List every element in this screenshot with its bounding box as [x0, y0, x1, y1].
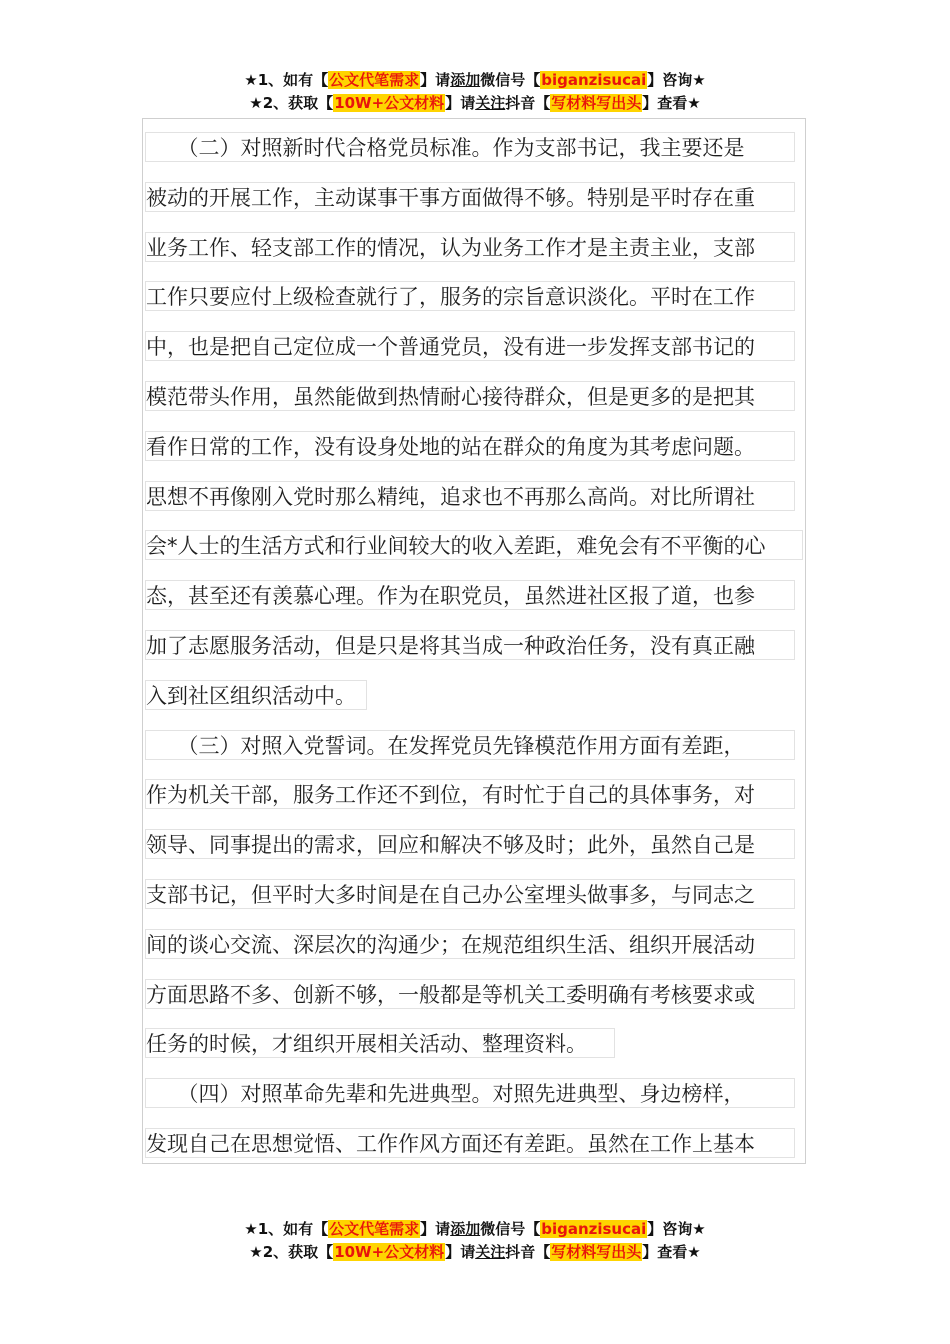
banner-line-2	[0, 92, 950, 115]
banner-text: 】咨询★	[647, 1220, 706, 1238]
document-body	[142, 118, 806, 1164]
banner-text: 】咨询★	[647, 71, 706, 89]
header-banner	[0, 69, 950, 115]
text-line: 领导、同事提出的需求，回应和解决不够及时；此外，虽然自己是	[145, 829, 795, 859]
highlight-materials: 10W+公文材料	[334, 1243, 445, 1261]
text-line: 支部书记，但平时大多时间是在自己办公室埋头做事多，与同志之	[145, 879, 795, 909]
banner-text: ★1、如有【	[244, 1220, 329, 1238]
banner-line-2	[0, 1241, 950, 1264]
banner-text: 】请	[445, 1243, 476, 1261]
banner-text: 】请	[420, 1220, 451, 1238]
banner-text: 抖音【	[505, 1243, 551, 1261]
underlined-text: 关注	[475, 1243, 506, 1261]
text-line: 态，甚至还有羡慕心理。作为在职党员，虽然进社区报了道，也参	[145, 580, 795, 610]
highlight-wechat-id: biganzisucai	[541, 1220, 647, 1238]
text-line: （四）对照革命先辈和先进典型。对照先进典型、身边榜样，	[145, 1078, 795, 1108]
banner-text: 微信号【	[480, 1220, 541, 1238]
banner-text: 抖音【	[505, 94, 551, 112]
text-line: 任务的时候，才组织开展相关活动、整理资料。	[145, 1028, 615, 1058]
text-line: （二）对照新时代合格党员标准。作为支部书记，我主要还是	[145, 132, 795, 162]
footer-banner	[0, 1218, 950, 1264]
text-line: 中，也是把自己定位成一个普通党员，没有进一步发挥支部书记的	[145, 331, 795, 361]
banner-text: 】查看★	[642, 1243, 701, 1261]
banner-text: 】查看★	[642, 94, 701, 112]
banner-text: 】请	[420, 71, 451, 89]
banner-text: ★1、如有【	[244, 71, 329, 89]
text-line: 工作只要应付上级检查就行了，服务的宗旨意识淡化。平时在工作	[145, 281, 795, 311]
highlight-service: 公文代笔需求	[329, 1220, 420, 1238]
banner-line-1	[0, 1218, 950, 1241]
banner-text: ★2、获取【	[249, 94, 334, 112]
text-line: 业务工作、轻支部工作的情况，认为业务工作才是主责主业，支部	[145, 232, 795, 262]
text-line: 间的谈心交流、深层次的沟通少；在规范组织生活、组织开展活动	[145, 929, 795, 959]
text-line: 加了志愿服务活动，但是只是将其当成一种政治任务，没有真正融	[145, 630, 795, 660]
text-line: 发现自己在思想觉悟、工作作风方面还有差距。虽然在工作上基本	[145, 1128, 795, 1158]
text-line: 模范带头作用，虽然能做到热情耐心接待群众，但是更多的是把其	[145, 381, 795, 411]
underlined-text: 添加	[450, 1220, 481, 1238]
banner-line-1	[0, 69, 950, 92]
text-line: 入到社区组织活动中。	[145, 680, 367, 710]
text-line: 会*人士的生活方式和行业间较大的收入差距，难免会有不平衡的心	[145, 530, 803, 560]
highlight-douyin: 写材料写出头	[551, 94, 642, 112]
highlight-wechat-id: biganzisucai	[541, 71, 647, 89]
text-line: 方面思路不多、创新不够，一般都是等机关工委明确有考核要求或	[145, 979, 795, 1009]
highlight-douyin: 写材料写出头	[551, 1243, 642, 1261]
text-line: （三）对照入党誓词。在发挥党员先锋模范作用方面有差距，	[145, 730, 795, 760]
text-line: 作为机关干部，服务工作还不到位，有时忙于自己的具体事务，对	[145, 779, 795, 809]
underlined-text: 添加	[450, 71, 481, 89]
text-line: 思想不再像刚入党时那么精纯，追求也不再那么高尚。对比所谓社	[145, 481, 795, 511]
highlight-materials: 10W+公文材料	[334, 94, 445, 112]
banner-text: 微信号【	[480, 71, 541, 89]
highlight-service: 公文代笔需求	[329, 71, 420, 89]
text-line: 被动的开展工作，主动谋事干事方面做得不够。特别是平时存在重	[145, 182, 795, 212]
text-line: 看作日常的工作，没有设身处地的站在群众的角度为其考虑问题。	[145, 431, 795, 461]
banner-text: ★2、获取【	[249, 1243, 334, 1261]
underlined-text: 关注	[475, 94, 506, 112]
banner-text: 】请	[445, 94, 476, 112]
